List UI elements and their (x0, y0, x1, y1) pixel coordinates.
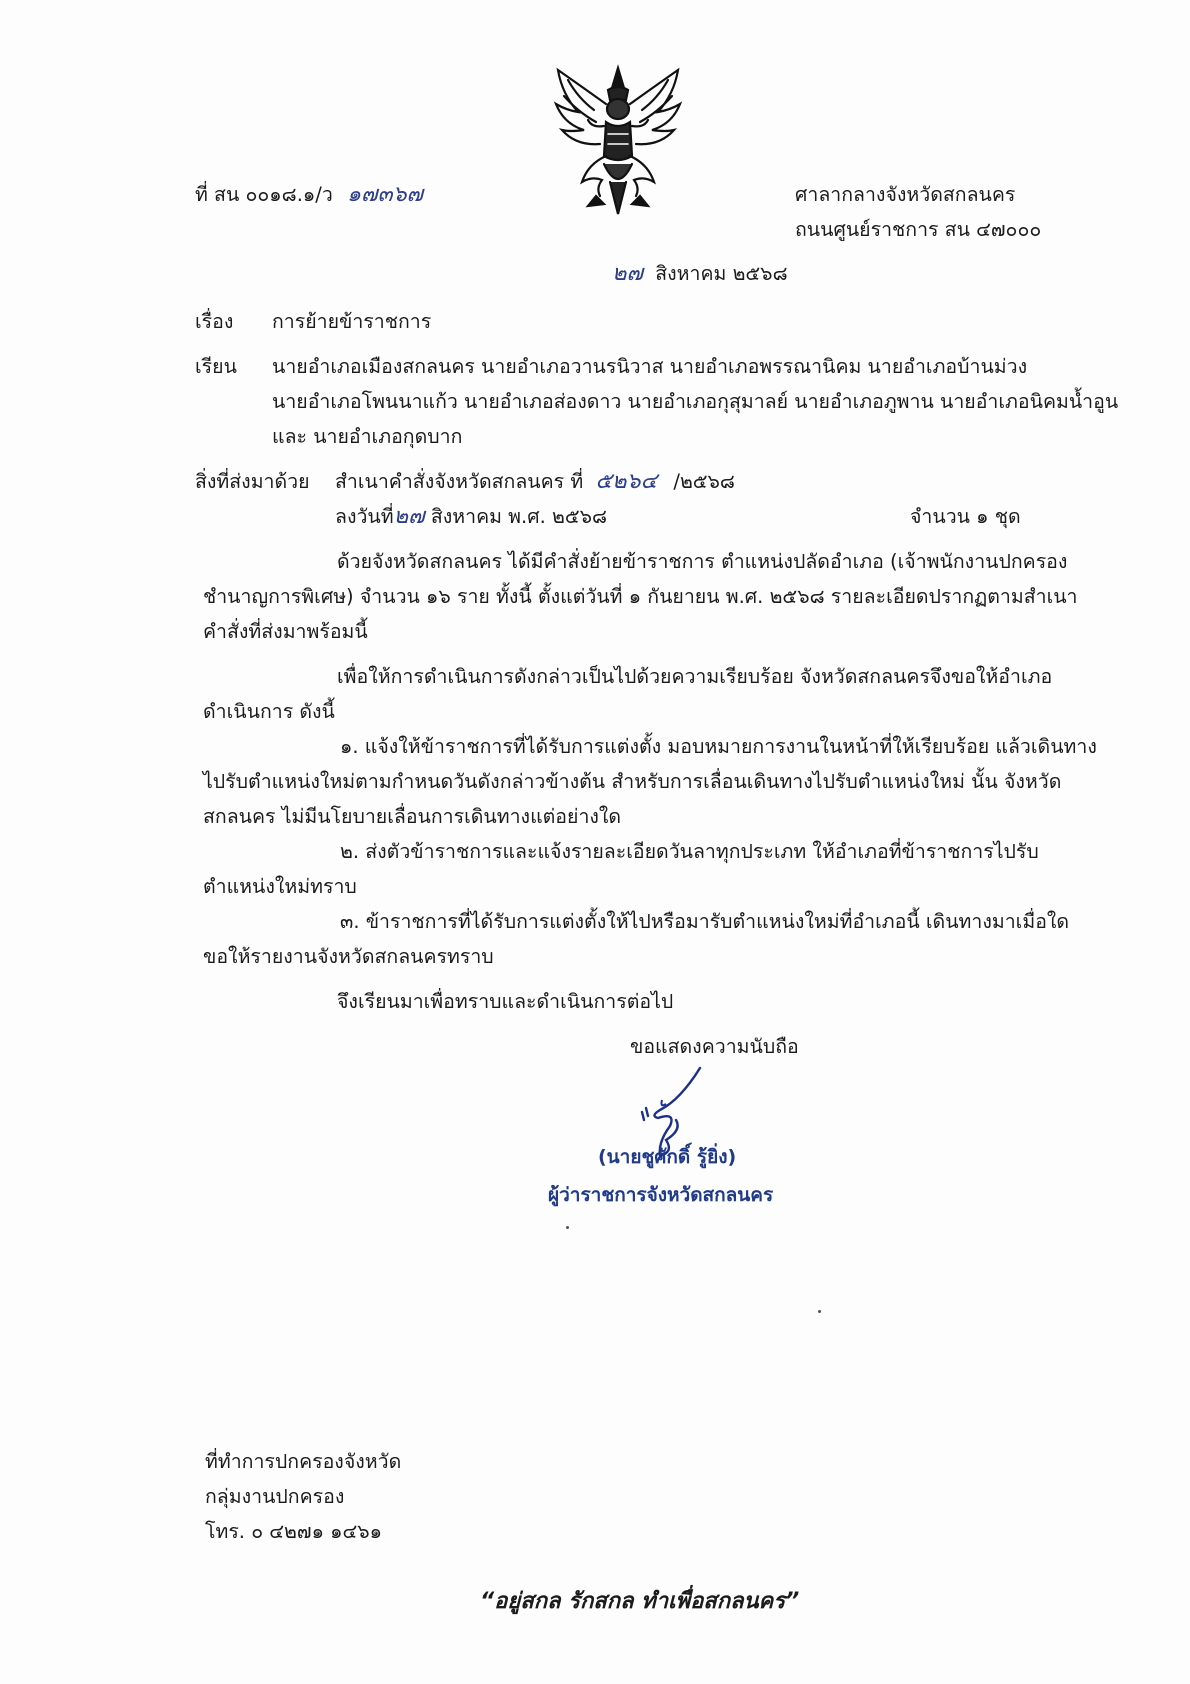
ink-speck (818, 1310, 821, 1313)
list-item-line: ตำแหน่งใหม่ทราบ (203, 875, 357, 898)
enclosure-label: สิ่งที่ส่งมาด้วย (195, 470, 310, 493)
enclosure-date-prefix: ลงวันที่ (335, 505, 394, 528)
enclosure-line2 (335, 505, 607, 529)
enclosure-day-handwritten: ๒๗ (393, 504, 425, 529)
issuing-subunit: กลุ่มงานปกครอง (205, 1485, 345, 1508)
list-item-line: ไปรับตำแหน่งใหม่ตามกำหนดวันดังกล่าวข้างต้น สำหรับการเลื่อนเดินทางไปรับตำแหน่งใหม่ นั้น จังหวัด (203, 770, 1062, 793)
body-paragraph-line: ดำเนินการ ดังนี้ (203, 700, 335, 723)
enclosure-quantity: จำนวน ๑ ชุด (910, 505, 1021, 528)
list-item-line: สกลนคร ไม่มีนโยบายเลื่อนการเดินทางแต่อย่างใด (203, 805, 622, 828)
body-paragraph-line: ด้วยจังหวัดสกลนคร ได้มีคำสั่งย้ายข้าราชการ ตำแหน่งปลัดอำเภอ (เจ้าพนักงานปกครอง (337, 550, 1068, 573)
office-address-line2: ถนนศูนย์ราชการ สน ๔๗๐๐๐ (795, 218, 1042, 241)
signer-name: (นายชูศักดิ์ รู้ยิ่ง) (598, 1146, 737, 1168)
contact-phone: โทร. ๐ ๔๒๗๑ ๑๔๖๑ (205, 1520, 383, 1543)
to-line: นายอำเภอโพนนาแก้ว นายอำเภอส่องดาว นายอำเภอกุสุมาลย์ นายอำเภอภูพาน นายอำเภอนิคมน้ำอูน (272, 390, 1119, 413)
subject-label: เรื่อง (195, 310, 234, 333)
reference-handwritten-number: ๑๗๓๖๗ (347, 182, 424, 207)
reference-prefix: ที่ สน ๐๐๑๘.๑/ว (195, 183, 333, 206)
body-paragraph-line: คำสั่งที่ส่งมาพร้อมนี้ (203, 620, 368, 643)
list-item-line: ๒. ส่งตัวข้าราชการและแจ้งรายละเอียดวันลาทุกประเภท ให้อำเภอที่ข้าราชการไปรับ (340, 840, 1039, 863)
body-paragraph-line: เพื่อให้การดำเนินการดังกล่าวเป็นไปด้วยความเรียบร้อย จังหวัดสกลนครจึงขอให้อำเภอ (337, 665, 1053, 688)
enclosure-order-text: สำเนาคำสั่งจังหวัดสกลนคร ที่ (335, 470, 584, 493)
list-item-line: ๓. ข้าราชการที่ได้รับการแต่งตั้งให้ไปหรือมารับตำแหน่งใหม่ที่อำเภอนี้ เดินทางมาเมื่อใด (340, 910, 1070, 933)
list-item-line: ๑. แจ้งให้ข้าราชการที่ได้รับการแต่งตั้ง มอบหมายการงานในหน้าที่ให้เรียบร้อย แล้วเดินทาง (340, 735, 1097, 758)
garuda-emblem-icon (548, 64, 688, 219)
closing-sentence: จึงเรียนมาเพื่อทราบและดำเนินการต่อไป (337, 990, 674, 1013)
signer-position: ผู้ว่าราชการจังหวัดสกลนคร (548, 1184, 774, 1206)
office-address-line1: ศาลากลางจังหวัดสกลนคร (795, 183, 1016, 206)
enclosure-date-suffix: สิงหาคม พ.ศ. ๒๕๖๘ (430, 505, 608, 528)
to-line: และ นายอำเภอกุดบาก (272, 425, 463, 448)
to-line: นายอำเภอเมืองสกลนคร นายอำเภอวานรนิวาส นายอำเภอพรรณานิคม นายอำเภอบ้านม่วง (272, 355, 1028, 378)
regards-text: ขอแสดงความนับถือ (630, 1035, 799, 1058)
to-label: เรียน (195, 355, 237, 378)
body-paragraph-line: ชำนาญการพิเศษ) จำนวน ๑๖ ราย ทั้งนี้ ตั้งแต่วันที่ ๑ กันยายน พ.ศ. ๒๕๖๘ รายละเอียดปรากฏตามสำเนา (203, 585, 1078, 608)
enclosure-order-number-handwritten: ๕๒๖๔ (595, 469, 658, 494)
date-month-year: สิงหาคม ๒๕๖๘ (655, 262, 788, 285)
provincial-motto: “อยู่สกล รักสกล ทำเพื่อสกลนคร” (480, 1589, 800, 1614)
ink-speck (566, 1226, 569, 1229)
date-day-handwritten: ๒๗ (612, 261, 644, 286)
enclosure-line1 (335, 470, 735, 494)
enclosure-order-year: /๒๕๖๘ (673, 470, 735, 493)
list-item-line: ขอให้รายงานจังหวัดสกลนครทราบ (203, 945, 494, 968)
letter-date (612, 262, 788, 286)
issuing-unit: ที่ทำการปกครองจังหวัด (205, 1450, 402, 1473)
subject-text: การย้ายข้าราชการ (272, 310, 432, 333)
reference-number (195, 183, 423, 207)
